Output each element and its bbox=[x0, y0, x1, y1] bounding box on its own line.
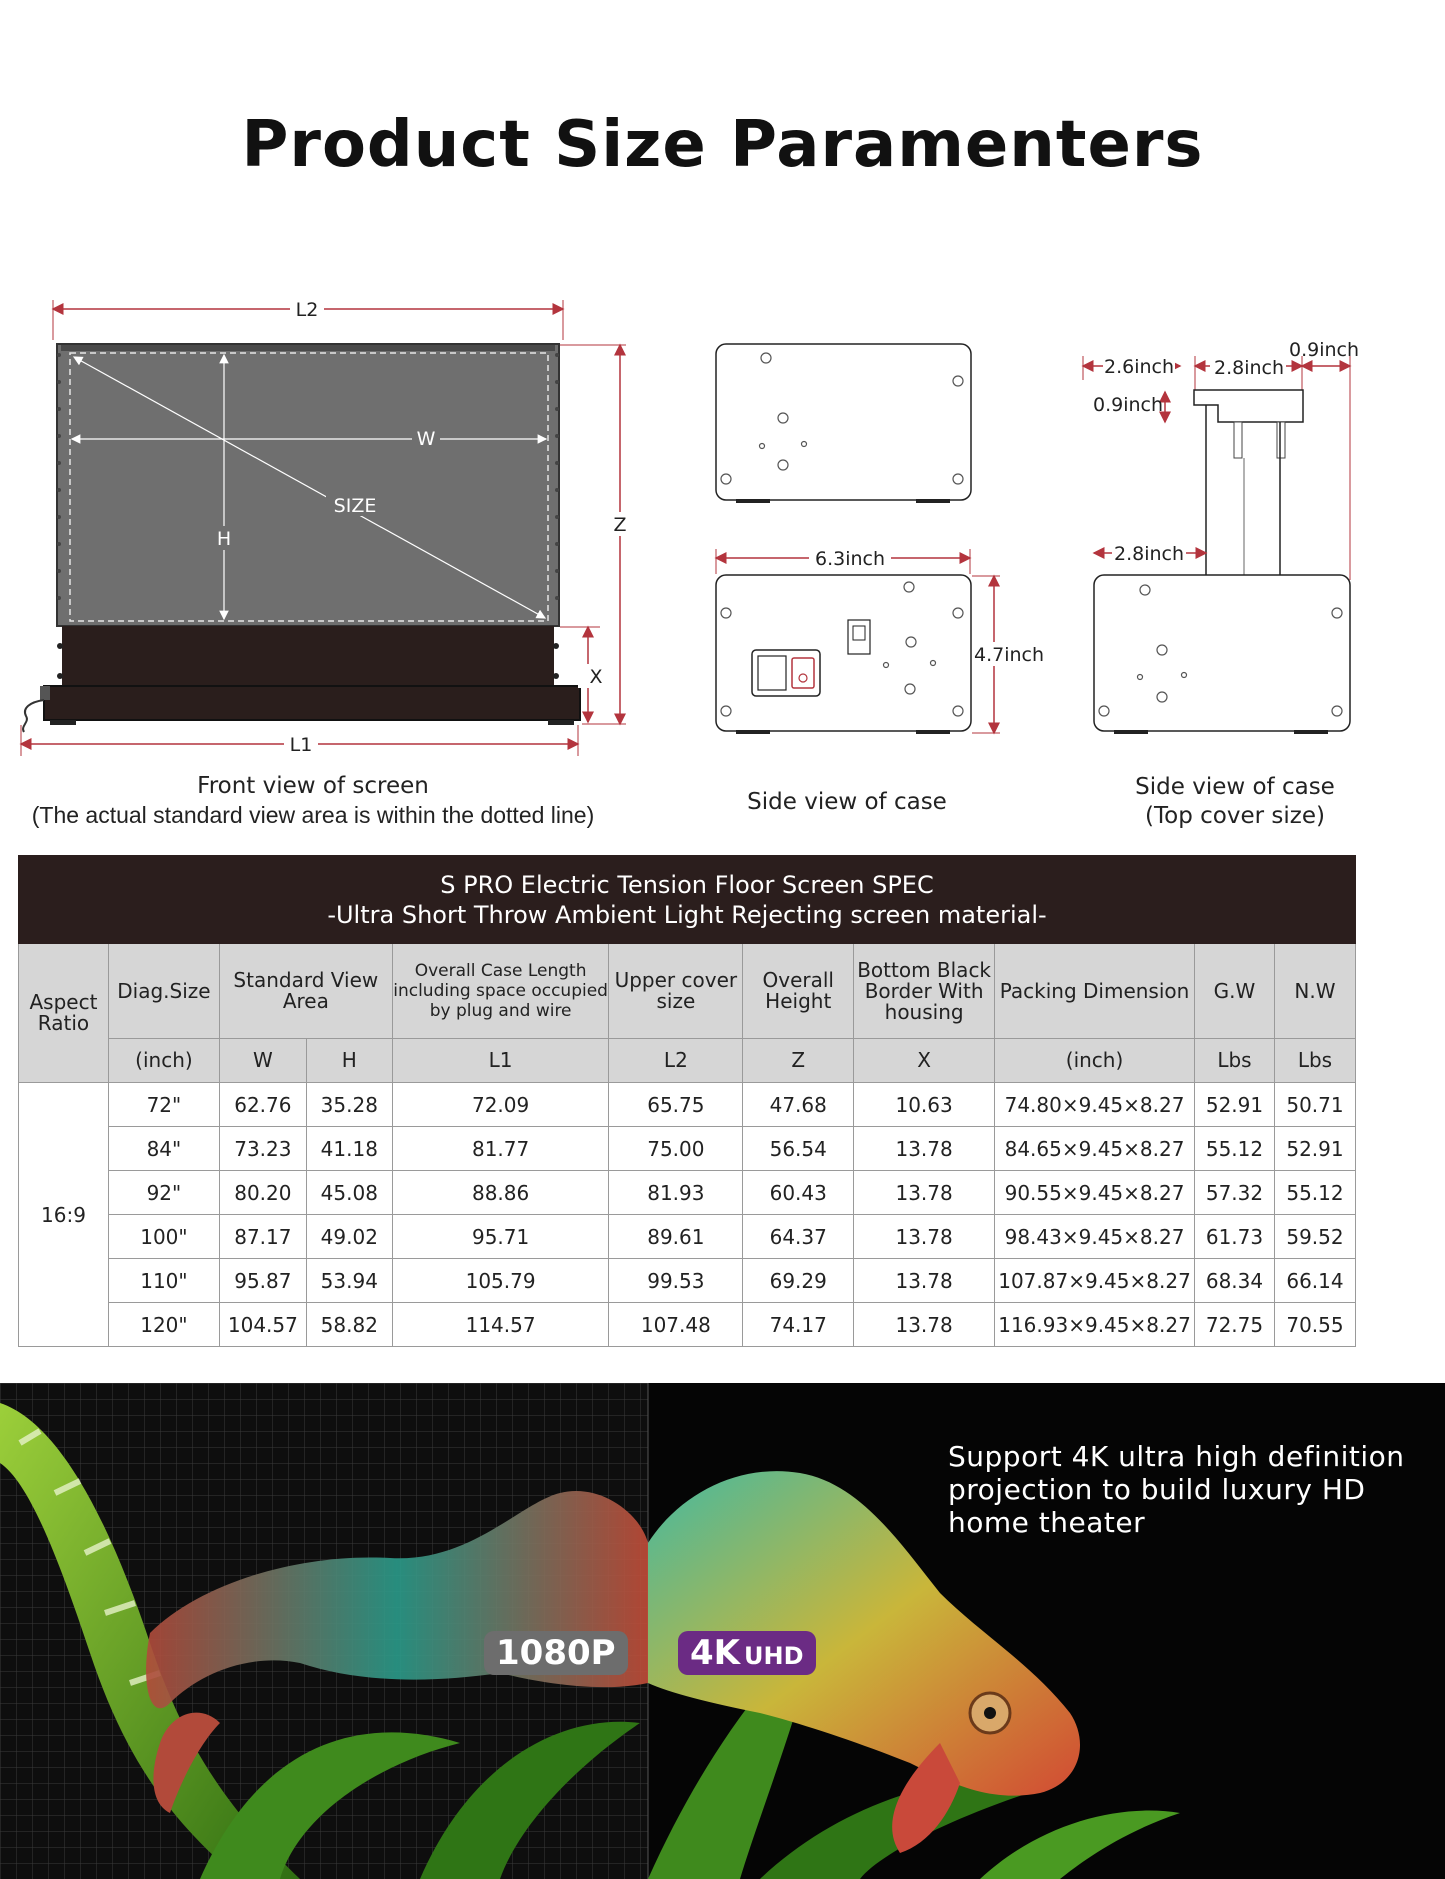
table-row bbox=[19, 1171, 1356, 1215]
badge-4k-uhd bbox=[678, 1631, 816, 1675]
header-nw: N.W bbox=[1274, 944, 1355, 1039]
table-row bbox=[19, 1127, 1356, 1171]
cell-diag: 120" bbox=[108, 1303, 219, 1347]
table-row bbox=[19, 1303, 1356, 1347]
size-label: SIZE bbox=[333, 495, 377, 517]
cell-z: 47.68 bbox=[743, 1083, 854, 1127]
unit-l1: L1 bbox=[392, 1039, 609, 1083]
badge-4k-text: 4K bbox=[690, 1633, 741, 1673]
side-view-caption: Side view of case bbox=[747, 789, 947, 815]
unit-nw: Lbs bbox=[1274, 1039, 1355, 1083]
front-view-caption bbox=[18, 772, 608, 830]
cell-diag: 110" bbox=[108, 1259, 219, 1303]
cell-gw: 61.73 bbox=[1195, 1215, 1275, 1259]
aspect-ratio-value: 16:9 bbox=[19, 1083, 109, 1347]
dimension-diagrams bbox=[0, 290, 1445, 850]
cell-z: 60.43 bbox=[743, 1171, 854, 1215]
cell-z: 74.17 bbox=[743, 1303, 854, 1347]
spec-title-line2: -Ultra Short Throw Ambient Light Rejecting screen material- bbox=[327, 900, 1047, 929]
unit-gw: Lbs bbox=[1195, 1039, 1275, 1083]
unit-z: Z bbox=[743, 1039, 854, 1083]
header-view-area: Standard View Area bbox=[219, 944, 392, 1039]
cell-packing: 90.55×9.45×8.27 bbox=[995, 1171, 1195, 1215]
cell-z: 64.37 bbox=[743, 1215, 854, 1259]
z-label: Z bbox=[613, 514, 627, 536]
cell-diag: 84" bbox=[108, 1127, 219, 1171]
header-bottom-border: Bottom Black Border With housing bbox=[854, 944, 995, 1039]
cell-w: 87.17 bbox=[219, 1215, 306, 1259]
x-label: X bbox=[589, 666, 603, 688]
table-row bbox=[19, 1083, 1356, 1127]
side-height-label: 4.7inch bbox=[973, 644, 1045, 666]
cell-w: 95.87 bbox=[219, 1259, 306, 1303]
l2-label: L2 bbox=[295, 299, 319, 321]
cell-nw: 66.14 bbox=[1274, 1259, 1355, 1303]
header-packing: Packing Dimension bbox=[995, 944, 1195, 1039]
cell-x: 13.78 bbox=[854, 1171, 995, 1215]
cell-x: 13.78 bbox=[854, 1259, 995, 1303]
cell-w: 73.23 bbox=[219, 1127, 306, 1171]
unit-h: H bbox=[306, 1039, 392, 1083]
spec-title-line1: S PRO Electric Tension Floor Screen SPEC bbox=[440, 870, 934, 899]
cell-packing: 98.43×9.45×8.27 bbox=[995, 1215, 1195, 1259]
cell-gw: 72.75 bbox=[1195, 1303, 1275, 1347]
unit-packing: (inch) bbox=[995, 1039, 1195, 1083]
cell-w: 104.57 bbox=[219, 1303, 306, 1347]
table-row bbox=[19, 1259, 1356, 1303]
cell-packing: 74.80×9.45×8.27 bbox=[995, 1083, 1195, 1127]
hero-tagline: Support 4K ultra high definition projection to build luxury HD home theater bbox=[948, 1440, 1405, 1539]
cell-l1: 81.77 bbox=[392, 1127, 609, 1171]
header-aspect-ratio: Aspect Ratio bbox=[19, 944, 109, 1083]
cell-h: 45.08 bbox=[306, 1171, 392, 1215]
l1-label: L1 bbox=[289, 734, 313, 756]
top-base-label: 2.8inch bbox=[1113, 543, 1185, 565]
cell-l1: 105.79 bbox=[392, 1259, 609, 1303]
cell-packing: 107.87×9.45×8.27 bbox=[995, 1259, 1195, 1303]
front-caption-note: (The actual standard view area is within the dotted line) bbox=[31, 802, 595, 828]
page-title: Product Size Paramenters bbox=[241, 108, 1204, 182]
side-width-label: 6.3inch bbox=[814, 548, 886, 570]
cell-nw: 52.91 bbox=[1274, 1127, 1355, 1171]
cell-h: 53.94 bbox=[306, 1259, 392, 1303]
cell-nw: 50.71 bbox=[1274, 1083, 1355, 1127]
cell-l1: 72.09 bbox=[392, 1083, 609, 1127]
badge-uhd-text: UHD bbox=[744, 1642, 804, 1670]
cell-diag: 92" bbox=[108, 1171, 219, 1215]
top-thick-label: 0.9inch bbox=[1092, 394, 1164, 416]
h-label: H bbox=[216, 528, 232, 550]
top-caption-title: Side view of case bbox=[1135, 774, 1335, 800]
cell-h: 58.82 bbox=[306, 1303, 392, 1347]
cell-gw: 52.91 bbox=[1195, 1083, 1275, 1127]
cell-packing: 84.65×9.45×8.27 bbox=[995, 1127, 1195, 1171]
cell-gw: 68.34 bbox=[1195, 1259, 1275, 1303]
unit-x: X bbox=[854, 1039, 995, 1083]
top-right-label: 0.9inch bbox=[1288, 339, 1360, 361]
cell-h: 35.28 bbox=[306, 1083, 392, 1127]
cell-diag: 72" bbox=[108, 1083, 219, 1127]
top-view-caption bbox=[1095, 773, 1375, 831]
cell-nw: 70.55 bbox=[1274, 1303, 1355, 1347]
header-overall-height: Overall Height bbox=[743, 944, 854, 1039]
cell-w: 80.20 bbox=[219, 1171, 306, 1215]
badge-1080p: 1080P bbox=[484, 1631, 628, 1675]
cell-l1: 95.71 bbox=[392, 1215, 609, 1259]
spec-table bbox=[18, 855, 1356, 1347]
unit-w: W bbox=[219, 1039, 306, 1083]
top-left-label: 2.6inch bbox=[1103, 356, 1175, 378]
table-row bbox=[19, 1215, 1356, 1259]
cell-l2: 99.53 bbox=[609, 1259, 743, 1303]
unit-diag: (inch) bbox=[108, 1039, 219, 1083]
top-cover-diagram bbox=[1083, 339, 1359, 734]
cell-l2: 75.00 bbox=[609, 1127, 743, 1171]
cell-nw: 55.12 bbox=[1274, 1171, 1355, 1215]
cell-gw: 57.32 bbox=[1195, 1171, 1275, 1215]
cell-x: 13.78 bbox=[854, 1303, 995, 1347]
cell-diag: 100" bbox=[108, 1215, 219, 1259]
cell-h: 49.02 bbox=[306, 1215, 392, 1259]
cell-l2: 65.75 bbox=[609, 1083, 743, 1127]
w-label: W bbox=[416, 428, 436, 450]
cell-l2: 81.93 bbox=[609, 1171, 743, 1215]
top-mid-label: 2.8inch bbox=[1213, 357, 1285, 379]
cell-l1: 114.57 bbox=[392, 1303, 609, 1347]
cell-z: 56.54 bbox=[743, 1127, 854, 1171]
cell-h: 41.18 bbox=[306, 1127, 392, 1171]
cell-l1: 88.86 bbox=[392, 1171, 609, 1215]
unit-l2: L2 bbox=[609, 1039, 743, 1083]
header-gw: G.W bbox=[1195, 944, 1275, 1039]
cell-l2: 107.48 bbox=[609, 1303, 743, 1347]
header-upper-cover: Upper cover size bbox=[609, 944, 743, 1039]
top-caption-note: (Top cover size) bbox=[1145, 803, 1325, 829]
cell-packing: 116.93×9.45×8.27 bbox=[995, 1303, 1195, 1347]
side-view-diagram bbox=[716, 344, 1044, 734]
cell-gw: 55.12 bbox=[1195, 1127, 1275, 1171]
spec-title bbox=[19, 856, 1356, 944]
cell-z: 69.29 bbox=[743, 1259, 854, 1303]
hero-banner bbox=[0, 1383, 1445, 1879]
cell-x: 13.78 bbox=[854, 1127, 995, 1171]
cell-x: 10.63 bbox=[854, 1083, 995, 1127]
cell-x: 13.78 bbox=[854, 1215, 995, 1259]
cell-w: 62.76 bbox=[219, 1083, 306, 1127]
cell-l2: 89.61 bbox=[609, 1215, 743, 1259]
cell-nw: 59.52 bbox=[1274, 1215, 1355, 1259]
header-diag-size: Diag.Size bbox=[108, 944, 219, 1039]
header-case-length: Overall Case Length including space occupied by plug and wire bbox=[392, 944, 609, 1039]
front-caption-title: Front view of screen bbox=[197, 773, 429, 799]
front-view-diagram bbox=[21, 298, 630, 756]
